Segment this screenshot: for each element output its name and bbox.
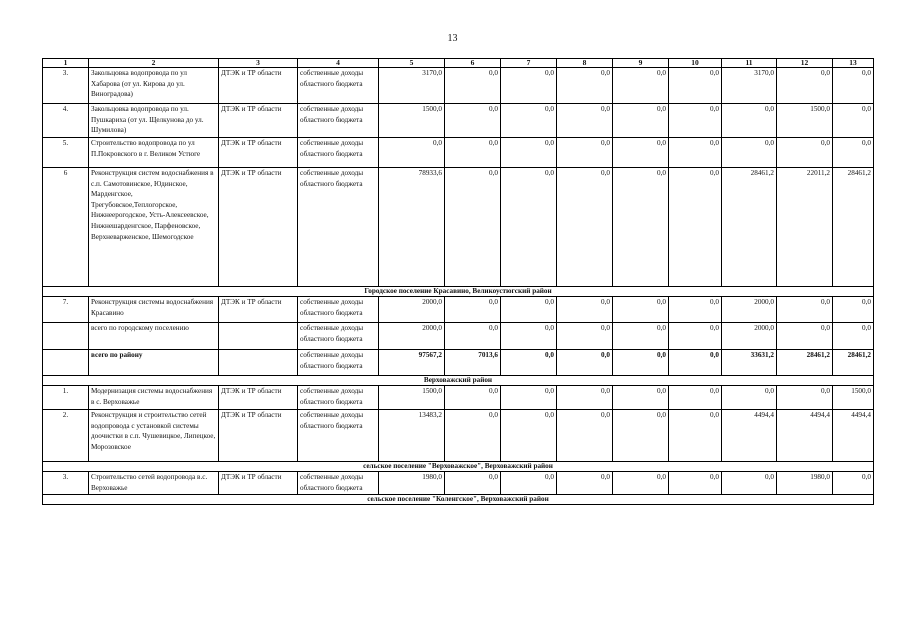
amount-cell: 0,0 [613,472,669,495]
table-row [43,386,874,410]
measure-name: всего по городскому поселению [89,323,219,350]
amount-cell: 0,0 [833,104,874,138]
amount-cell: 0,0 [557,323,613,350]
amount-cell: 0,0 [613,297,669,323]
amount-cell: 7013,6 [445,350,501,376]
amount-cell: 0,0 [557,168,613,287]
section-title: сельское поселение "Коленгское", Верховажский район [43,495,874,505]
amount-cell: 0,0 [557,68,613,104]
table-row [43,410,874,462]
amount-cell: 28461,2 [833,168,874,287]
amount-cell: 0,0 [445,410,501,462]
amount-cell: 1500,0 [833,386,874,410]
amount-cell: 0,0 [669,68,722,104]
column-number-cell: 13 [833,59,874,68]
row-index: 3. [43,68,89,104]
funding-source-cell: собственные доходы областного бюджета [298,68,379,104]
row-index: 1. [43,386,89,410]
amount-cell: 0,0 [722,386,777,410]
measure-name: Реконструкция системы водоснабжения Красавино [89,297,219,323]
column-number-cell: 10 [669,59,722,68]
column-number-cell: 6 [445,59,501,68]
table-row [43,168,874,287]
column-number-cell: 9 [613,59,669,68]
section-title: Городское поселение Красавино, Великоустюгский район [43,287,874,297]
row-index: 4. [43,104,89,138]
amount-cell: 0,0 [833,297,874,323]
amount-cell: 0,0 [445,68,501,104]
executor-cell: ДТЭК и ТР области [219,297,298,323]
amount-cell: 28461,2 [777,350,833,376]
row-index: 3. [43,472,89,495]
funding-source-cell: собственные доходы областного бюджета [298,104,379,138]
table-row [43,297,874,323]
amount-cell: 0,0 [613,350,669,376]
amount-cell: 0,0 [557,104,613,138]
amount-cell: 2000,0 [722,323,777,350]
amount-cell: 0,0 [501,138,557,168]
amount-cell: 0,0 [833,472,874,495]
amount-cell: 1980,0 [777,472,833,495]
measure-name: Модернизация системы водоснабжения в с. Верховажье [89,386,219,410]
amount-cell: 0,0 [833,323,874,350]
table-body [43,59,874,505]
amount-cell: 0,0 [777,138,833,168]
amount-cell: 0,0 [445,386,501,410]
executor-cell: ДТЭК и ТР области [219,386,298,410]
amount-cell: 0,0 [722,138,777,168]
amount-cell: 0,0 [557,386,613,410]
executor-cell [219,323,298,350]
amount-cell: 0,0 [501,104,557,138]
funding-source-cell: собственные доходы областного бюджета [298,323,379,350]
amount-cell: 0,0 [445,168,501,287]
measure-name: Строительство сетей водопровода в.с. Верховажье [89,472,219,495]
amount-cell: 0,0 [833,68,874,104]
amount-cell: 0,0 [613,68,669,104]
amount-cell: 0,0 [379,138,445,168]
section-title: сельское поселение "Верховажское", Верховажский район [43,462,874,472]
column-number-cell: 3 [219,59,298,68]
amount-cell: 0,0 [777,68,833,104]
amount-cell: 0,0 [557,410,613,462]
amount-cell: 0,0 [445,138,501,168]
program-table [42,58,874,505]
measure-name: Строительство водопровода по ул П.Покровского в г. Великом Устюге [89,138,219,168]
amount-cell: 0,0 [669,386,722,410]
row-index: 7. [43,297,89,323]
amount-cell: 0,0 [501,297,557,323]
measure-name: всего по району [89,350,219,376]
section-row [43,376,874,386]
amount-cell: 2000,0 [379,297,445,323]
executor-cell: ДТЭК и ТР области [219,410,298,462]
amount-cell: 0,0 [669,410,722,462]
executor-cell: ДТЭК и ТР области [219,472,298,495]
row-index: 5. [43,138,89,168]
amount-cell: 0,0 [501,168,557,287]
amount-cell: 0,0 [501,410,557,462]
funding-source-cell: собственные доходы областного бюджета [298,297,379,323]
amount-cell: 0,0 [669,138,722,168]
funding-source-cell: собственные доходы областного бюджета [298,168,379,287]
row-index: 6 [43,168,89,287]
row-index [43,350,89,376]
amount-cell: 1500,0 [379,104,445,138]
amount-cell: 0,0 [613,386,669,410]
amount-cell: 0,0 [557,297,613,323]
amount-cell: 0,0 [445,104,501,138]
amount-cell: 4494,4 [777,410,833,462]
column-number-cell: 2 [89,59,219,68]
amount-cell: 0,0 [613,323,669,350]
amount-cell: 0,0 [613,168,669,287]
section-title: Верховажский район [43,376,874,386]
executor-cell: ДТЭК и ТР области [219,138,298,168]
page-number: 13 [447,33,458,44]
amount-cell: 0,0 [777,297,833,323]
column-number-cell: 1 [43,59,89,68]
amount-cell: 0,0 [669,323,722,350]
amount-cell: 0,0 [501,472,557,495]
amount-cell: 0,0 [557,472,613,495]
amount-cell: 0,0 [669,472,722,495]
amount-cell: 0,0 [501,68,557,104]
amount-cell: 0,0 [501,350,557,376]
amount-cell: 33631,2 [722,350,777,376]
measure-name: Закольцовка водопровода по ул. Пушкариха (от ул. Щелкунова до ул. Шумилова) [89,104,219,138]
amount-cell: 97567,2 [379,350,445,376]
amount-cell: 0,0 [669,297,722,323]
amount-cell: 0,0 [557,138,613,168]
amount-cell: 0,0 [613,104,669,138]
amount-cell: 0,0 [501,386,557,410]
section-row [43,495,874,505]
amount-cell: 0,0 [613,410,669,462]
funding-source-cell: собственные доходы областного бюджета [298,472,379,495]
amount-cell: 22011,2 [777,168,833,287]
amount-cell: 0,0 [445,323,501,350]
measure-name: Реконструкция и строительство сетей водопровода с установкой системы доочистки в с.п. Чушевицкое, Липецкое, Морозовское [89,410,219,462]
measure-name: Закольцовка водопровода по ул Хабарова (от ул. Кирова до ул. Виноградова) [89,68,219,104]
amount-cell: 1980,0 [379,472,445,495]
amount-cell: 0,0 [722,104,777,138]
amount-cell: 0,0 [669,350,722,376]
header-row [43,59,874,68]
amount-cell: 2000,0 [379,323,445,350]
column-number-cell: 7 [501,59,557,68]
amount-cell: 0,0 [669,104,722,138]
column-number-cell: 11 [722,59,777,68]
table-row [43,68,874,104]
amount-cell: 28461,2 [833,350,874,376]
amount-cell: 1500,0 [777,104,833,138]
amount-cell: 0,0 [777,386,833,410]
amount-cell: 0,0 [833,138,874,168]
amount-cell: 4494,4 [833,410,874,462]
table-row [43,472,874,495]
column-number-cell: 5 [379,59,445,68]
amount-cell: 4494,4 [722,410,777,462]
amount-cell: 2000,0 [722,297,777,323]
column-number-cell: 8 [557,59,613,68]
executor-cell: ДТЭК и ТР области [219,168,298,287]
funding-source-cell: собственные доходы областного бюджета [298,350,379,376]
amount-cell: 0,0 [613,138,669,168]
row-index [43,323,89,350]
amount-cell: 78933,6 [379,168,445,287]
amount-cell: 13483,2 [379,410,445,462]
row-index: 2. [43,410,89,462]
table-row [43,104,874,138]
table-row [43,323,874,350]
amount-cell: 28461,2 [722,168,777,287]
column-number-cell: 4 [298,59,379,68]
section-row [43,287,874,297]
funding-source-cell: собственные доходы областного бюджета [298,138,379,168]
total-row [43,350,874,376]
executor-cell: ДТЭК и ТР области [219,104,298,138]
table-row [43,138,874,168]
section-row [43,462,874,472]
amount-cell: 3170,0 [722,68,777,104]
amount-cell: 3170,0 [379,68,445,104]
executor-cell: ДТЭК и ТР области [219,68,298,104]
executor-cell [219,350,298,376]
measure-name: Реконструкция систем водоснабжения в с.п. Самотовинское, Юдинское, Марденгское, Трегубовское,Теплогорское, Нижнеерогодское, Усть-Алексеевское, Нижнешарденгское, Парфеновское, Верхневарженское, Шемогодское [89,168,219,287]
amount-cell: 0,0 [722,472,777,495]
funding-source-cell: собственные доходы областного бюджета [298,410,379,462]
amount-cell: 0,0 [669,168,722,287]
amount-cell: 0,0 [501,323,557,350]
amount-cell: 0,0 [445,472,501,495]
amount-cell: 0,0 [777,323,833,350]
amount-cell: 1500,0 [379,386,445,410]
amount-cell: 0,0 [445,297,501,323]
column-number-cell: 12 [777,59,833,68]
funding-source-cell: собственные доходы областного бюджета [298,386,379,410]
amount-cell: 0,0 [557,350,613,376]
